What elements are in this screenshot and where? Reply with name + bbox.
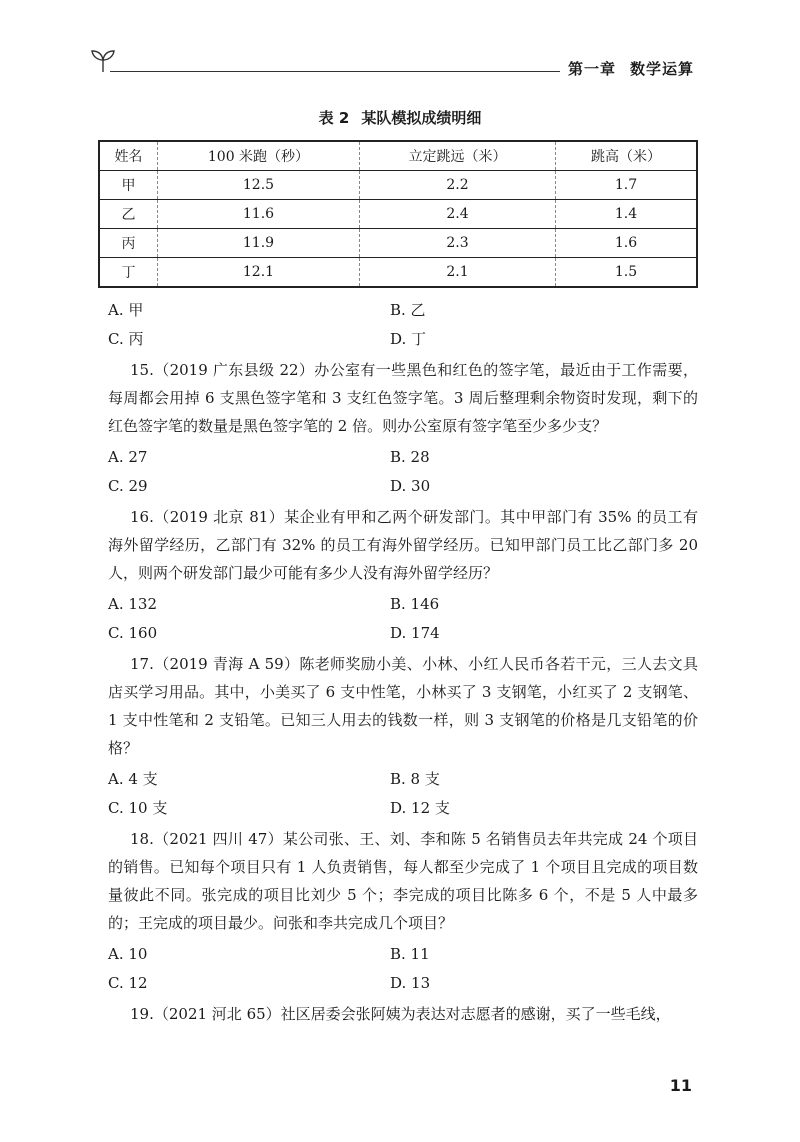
option-c: C. 丙 bbox=[108, 330, 144, 348]
option-b: B. 28 bbox=[390, 448, 430, 466]
options-row bbox=[108, 619, 698, 648]
question-15 bbox=[108, 356, 698, 440]
chapter-heading bbox=[560, 58, 702, 79]
table-cell: 12.1 bbox=[157, 258, 359, 288]
table-cell: 2.1 bbox=[360, 258, 556, 288]
question-text: 19.（2021 河北 65）社区居委会张阿姨为表达对志愿者的感谢，买了一些毛线， bbox=[130, 1005, 671, 1023]
option-d: D. 丁 bbox=[390, 330, 427, 348]
question-17 bbox=[108, 650, 698, 762]
column-header-long-jump: 立定跳远（米） bbox=[360, 141, 556, 171]
option-c: C. 10 支 bbox=[108, 799, 168, 817]
chapter-title: 数学运算 bbox=[629, 60, 694, 78]
table-cell: 1.6 bbox=[555, 229, 697, 258]
table-caption-number: 表 2 bbox=[318, 109, 350, 127]
question-text: 18.（2021 四川 47）某公司张、王、刘、李和陈 5 名销售员去年共完成 24 个项目的销售。已知每个项目只有 1 人负责销售，每人都至少完成了 1 个项目且完成的项目数量彼此不同。张完成的项目比刘少 5 个；李完成的项目比陈多 6 个，不是 5 人中最多的；王完成的项目最少。问张和李共完成几个项目？ bbox=[108, 830, 698, 932]
table-cell: 甲 bbox=[99, 171, 157, 200]
table-cell: 乙 bbox=[99, 200, 157, 229]
question-list bbox=[108, 296, 698, 1031]
table-caption-text: 某队模拟成绩明细 bbox=[361, 109, 482, 127]
table-row bbox=[99, 171, 697, 200]
table-row bbox=[99, 258, 697, 288]
options-row bbox=[108, 765, 698, 794]
options-row bbox=[108, 325, 698, 354]
option-c: C. 160 bbox=[108, 624, 158, 642]
table-cell: 11.6 bbox=[157, 200, 359, 229]
table-cell: 2.4 bbox=[360, 200, 556, 229]
option-b: B. 11 bbox=[390, 945, 430, 963]
option-a: A. 10 bbox=[108, 945, 148, 963]
option-a: A. 27 bbox=[108, 448, 148, 466]
page-number: 11 bbox=[669, 1076, 692, 1095]
option-a: A. 甲 bbox=[108, 301, 144, 319]
table-cell: 丙 bbox=[99, 229, 157, 258]
options-row bbox=[108, 940, 698, 969]
option-b: B. 乙 bbox=[390, 301, 426, 319]
options-row bbox=[108, 590, 698, 619]
table-header-row bbox=[99, 141, 697, 171]
question-16 bbox=[108, 503, 698, 587]
question-text: 16.（2019 北京 81）某企业有甲和乙两个研发部门。其中甲部门有 35% 的员工有海外留学经历，乙部门有 32% 的员工有海外留学经历。已知甲部门员工比乙部门多 20 人，则两个研发部门最少可能有多少人没有海外留学经历？ bbox=[108, 508, 698, 582]
question-text: 15.（2019 广东县级 22）办公室有一些黑色和红色的签字笔，最近由于工作需要，每周都会用掉 6 支黑色签字笔和 3 支红色签字笔。3 周后整理剩余物资时发现，剩下的红色签字笔的数量是黑色签字笔的 2 倍。则办公室原有签字笔至少多少支？ bbox=[108, 361, 698, 435]
page-header bbox=[88, 44, 702, 84]
chapter-number: 第一章 bbox=[567, 60, 616, 78]
options-row bbox=[108, 969, 698, 998]
option-b: B. 8 支 bbox=[390, 770, 440, 788]
option-d: D. 30 bbox=[390, 477, 431, 495]
option-a: A. 4 支 bbox=[108, 770, 158, 788]
options-row bbox=[108, 443, 698, 472]
table-cell: 12.5 bbox=[157, 171, 359, 200]
options-row bbox=[108, 794, 698, 823]
options-row bbox=[108, 296, 698, 325]
table-cell: 2.3 bbox=[360, 229, 556, 258]
option-d: D. 174 bbox=[390, 624, 440, 642]
table-cell: 1.5 bbox=[555, 258, 697, 288]
scores-table bbox=[98, 140, 698, 288]
table-row bbox=[99, 229, 697, 258]
column-header-sprint: 100 米跑（秒） bbox=[157, 141, 359, 171]
table-cell: 2.2 bbox=[360, 171, 556, 200]
option-b: B. 146 bbox=[390, 595, 440, 613]
column-header-high-jump: 跳高（米） bbox=[555, 141, 697, 171]
question-19 bbox=[108, 1000, 698, 1028]
question-18 bbox=[108, 825, 698, 937]
question-text: 17.（2019 青海 A 59）陈老师奖励小美、小林、小红人民币各若干元，三人去文具店买学习用品。其中，小美买了 6 支中性笔，小林买了 3 支钢笔，小红买了 2 支钢笔、1 支中性笔和 2 支铅笔。已知三人用去的钱数一样，则 3 支钢笔的价格是几支铅笔的价格？ bbox=[108, 655, 698, 757]
table-row bbox=[99, 200, 697, 229]
option-c: C. 12 bbox=[108, 974, 148, 992]
options-row bbox=[108, 472, 698, 501]
option-a: A. 132 bbox=[108, 595, 157, 613]
option-d: D. 12 支 bbox=[390, 799, 450, 817]
table-cell: 11.9 bbox=[157, 229, 359, 258]
column-header-name: 姓名 bbox=[99, 141, 157, 171]
table-caption bbox=[0, 107, 800, 128]
option-d: D. 13 bbox=[390, 974, 431, 992]
table-cell: 1.4 bbox=[555, 200, 697, 229]
table-cell: 1.7 bbox=[555, 171, 697, 200]
option-c: C. 29 bbox=[108, 477, 148, 495]
table-cell: 丁 bbox=[99, 258, 157, 288]
